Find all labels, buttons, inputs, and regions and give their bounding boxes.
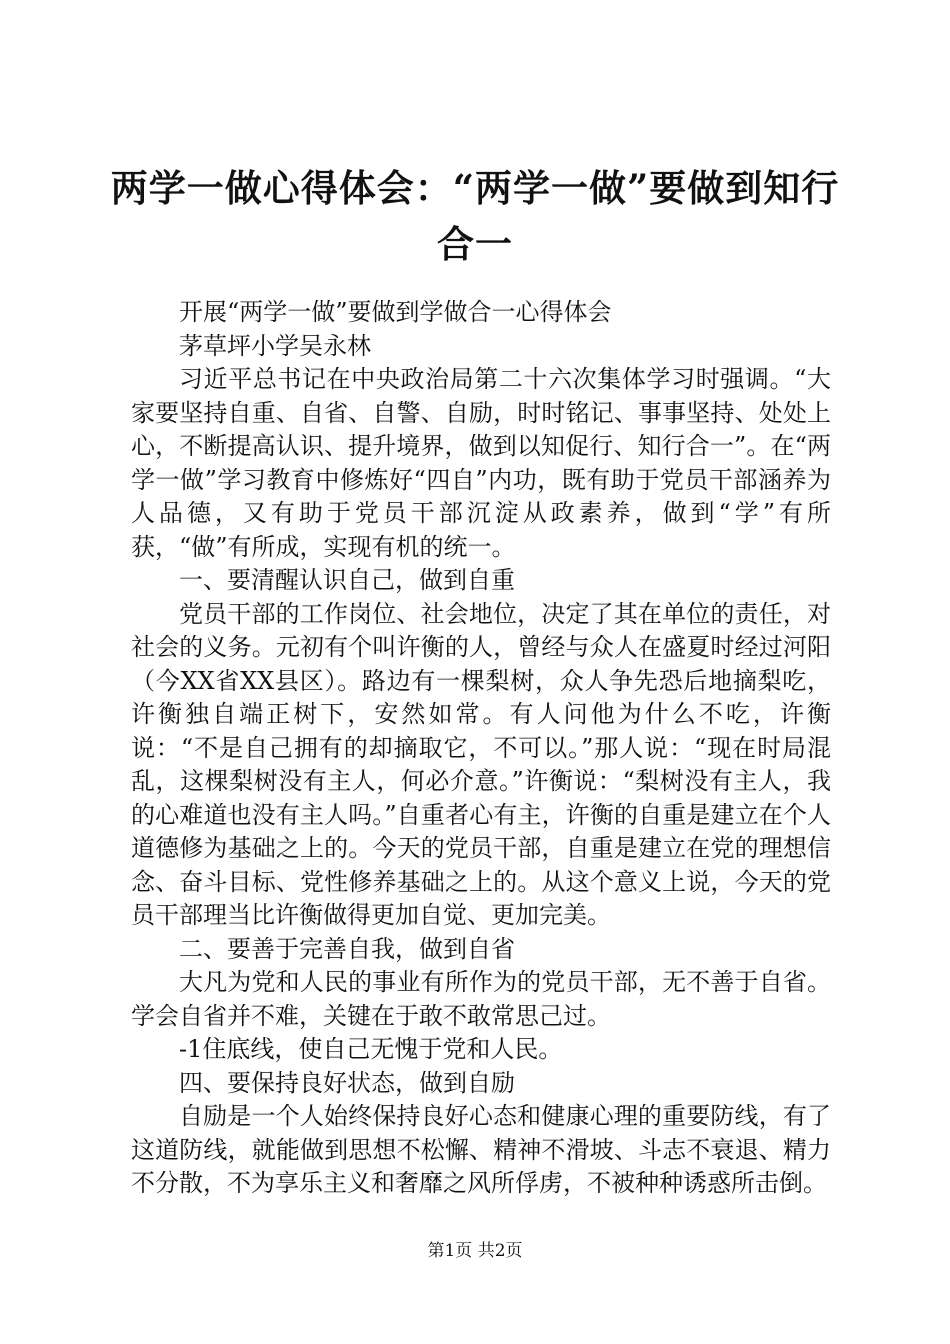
paragraph-intro: 习近平总书记在中央政治局第二十六次集体学习时强调。“大家要坚持自重、自省、自警、自励，时时铭记、事事坚持、处处上心，不断提高认识、提升境界，做到以知促行、知行合一”。在“两学一做”学习教育中修炼好“四自”内功，既有助于党员干部涵养为人品德，又有助于党员干部沉淀从政素养，做到“学”有所获，“做”有所成，实现有机的统一。 xyxy=(131,365,831,561)
document-title xyxy=(100,160,850,272)
page-footer: 第1页 共2页 xyxy=(427,1241,523,1261)
author-line: 茅草坪小学吴永林 xyxy=(179,331,371,360)
section-heading-2: 二、要善于完善自我，做到自省 xyxy=(179,934,515,963)
paragraph-fragment: -1住底线，使自己无愧于党和人民。 xyxy=(179,1035,563,1063)
subtitle: 开展“两学一做”要做到学做合一心得体会 xyxy=(179,298,612,326)
paragraph-section-1: 党员干部的工作岗位、社会地位，决定了其在单位的责任，对社会的义务。元初有个叫许衡的人，曾经与众人在盛夏时经过河阳（今XX省XX县区）。路边有一棵梨树，众人争先恐后地摘梨吃，许衡独自端正树下，安然如常。有人问他为什么不吃，许衡说：“不是自己拥有的却摘取它，不可以。”那人说：“现在时局混乱，这棵梨树没有主人，何必介意。”许衡说：“梨树没有主人，我的心难道也没有主人吗。”自重者心有主，许衡的自重是建立在个人道德修为基础之上的。今天的党员干部，自重是建立在党的理想信念、奋斗目标、党性修养基础之上的。从这个意义上说，今天的党员干部理当比许衡做得更加自觉、更加完美。 xyxy=(131,599,831,929)
title-line-1: 两学一做心得体会：“两学一做”要做到知行 xyxy=(110,166,840,210)
paragraph-section-4: 自励是一个人始终保持良好心态和健康心理的重要防线，有了这道防线，就能做到思想不松懈、精神不滑坡、斗志不衰退、精力不分散，不为享乐主义和奢靡之风所俘虏，不被种种诱惑所击倒。 xyxy=(131,1102,831,1197)
paragraph-section-2: 大凡为党和人民的事业有所作为的党员干部，无不善于自省。学会自省并不难，关键在于敢不敢常思己过。 xyxy=(131,968,831,1030)
title-line-2: 合一 xyxy=(437,222,513,266)
section-heading-4: 四、要保持良好状态，做到自励 xyxy=(179,1068,515,1097)
section-heading-1: 一、要清醒认识自己，做到自重 xyxy=(179,566,515,594)
document-body xyxy=(131,296,831,1201)
